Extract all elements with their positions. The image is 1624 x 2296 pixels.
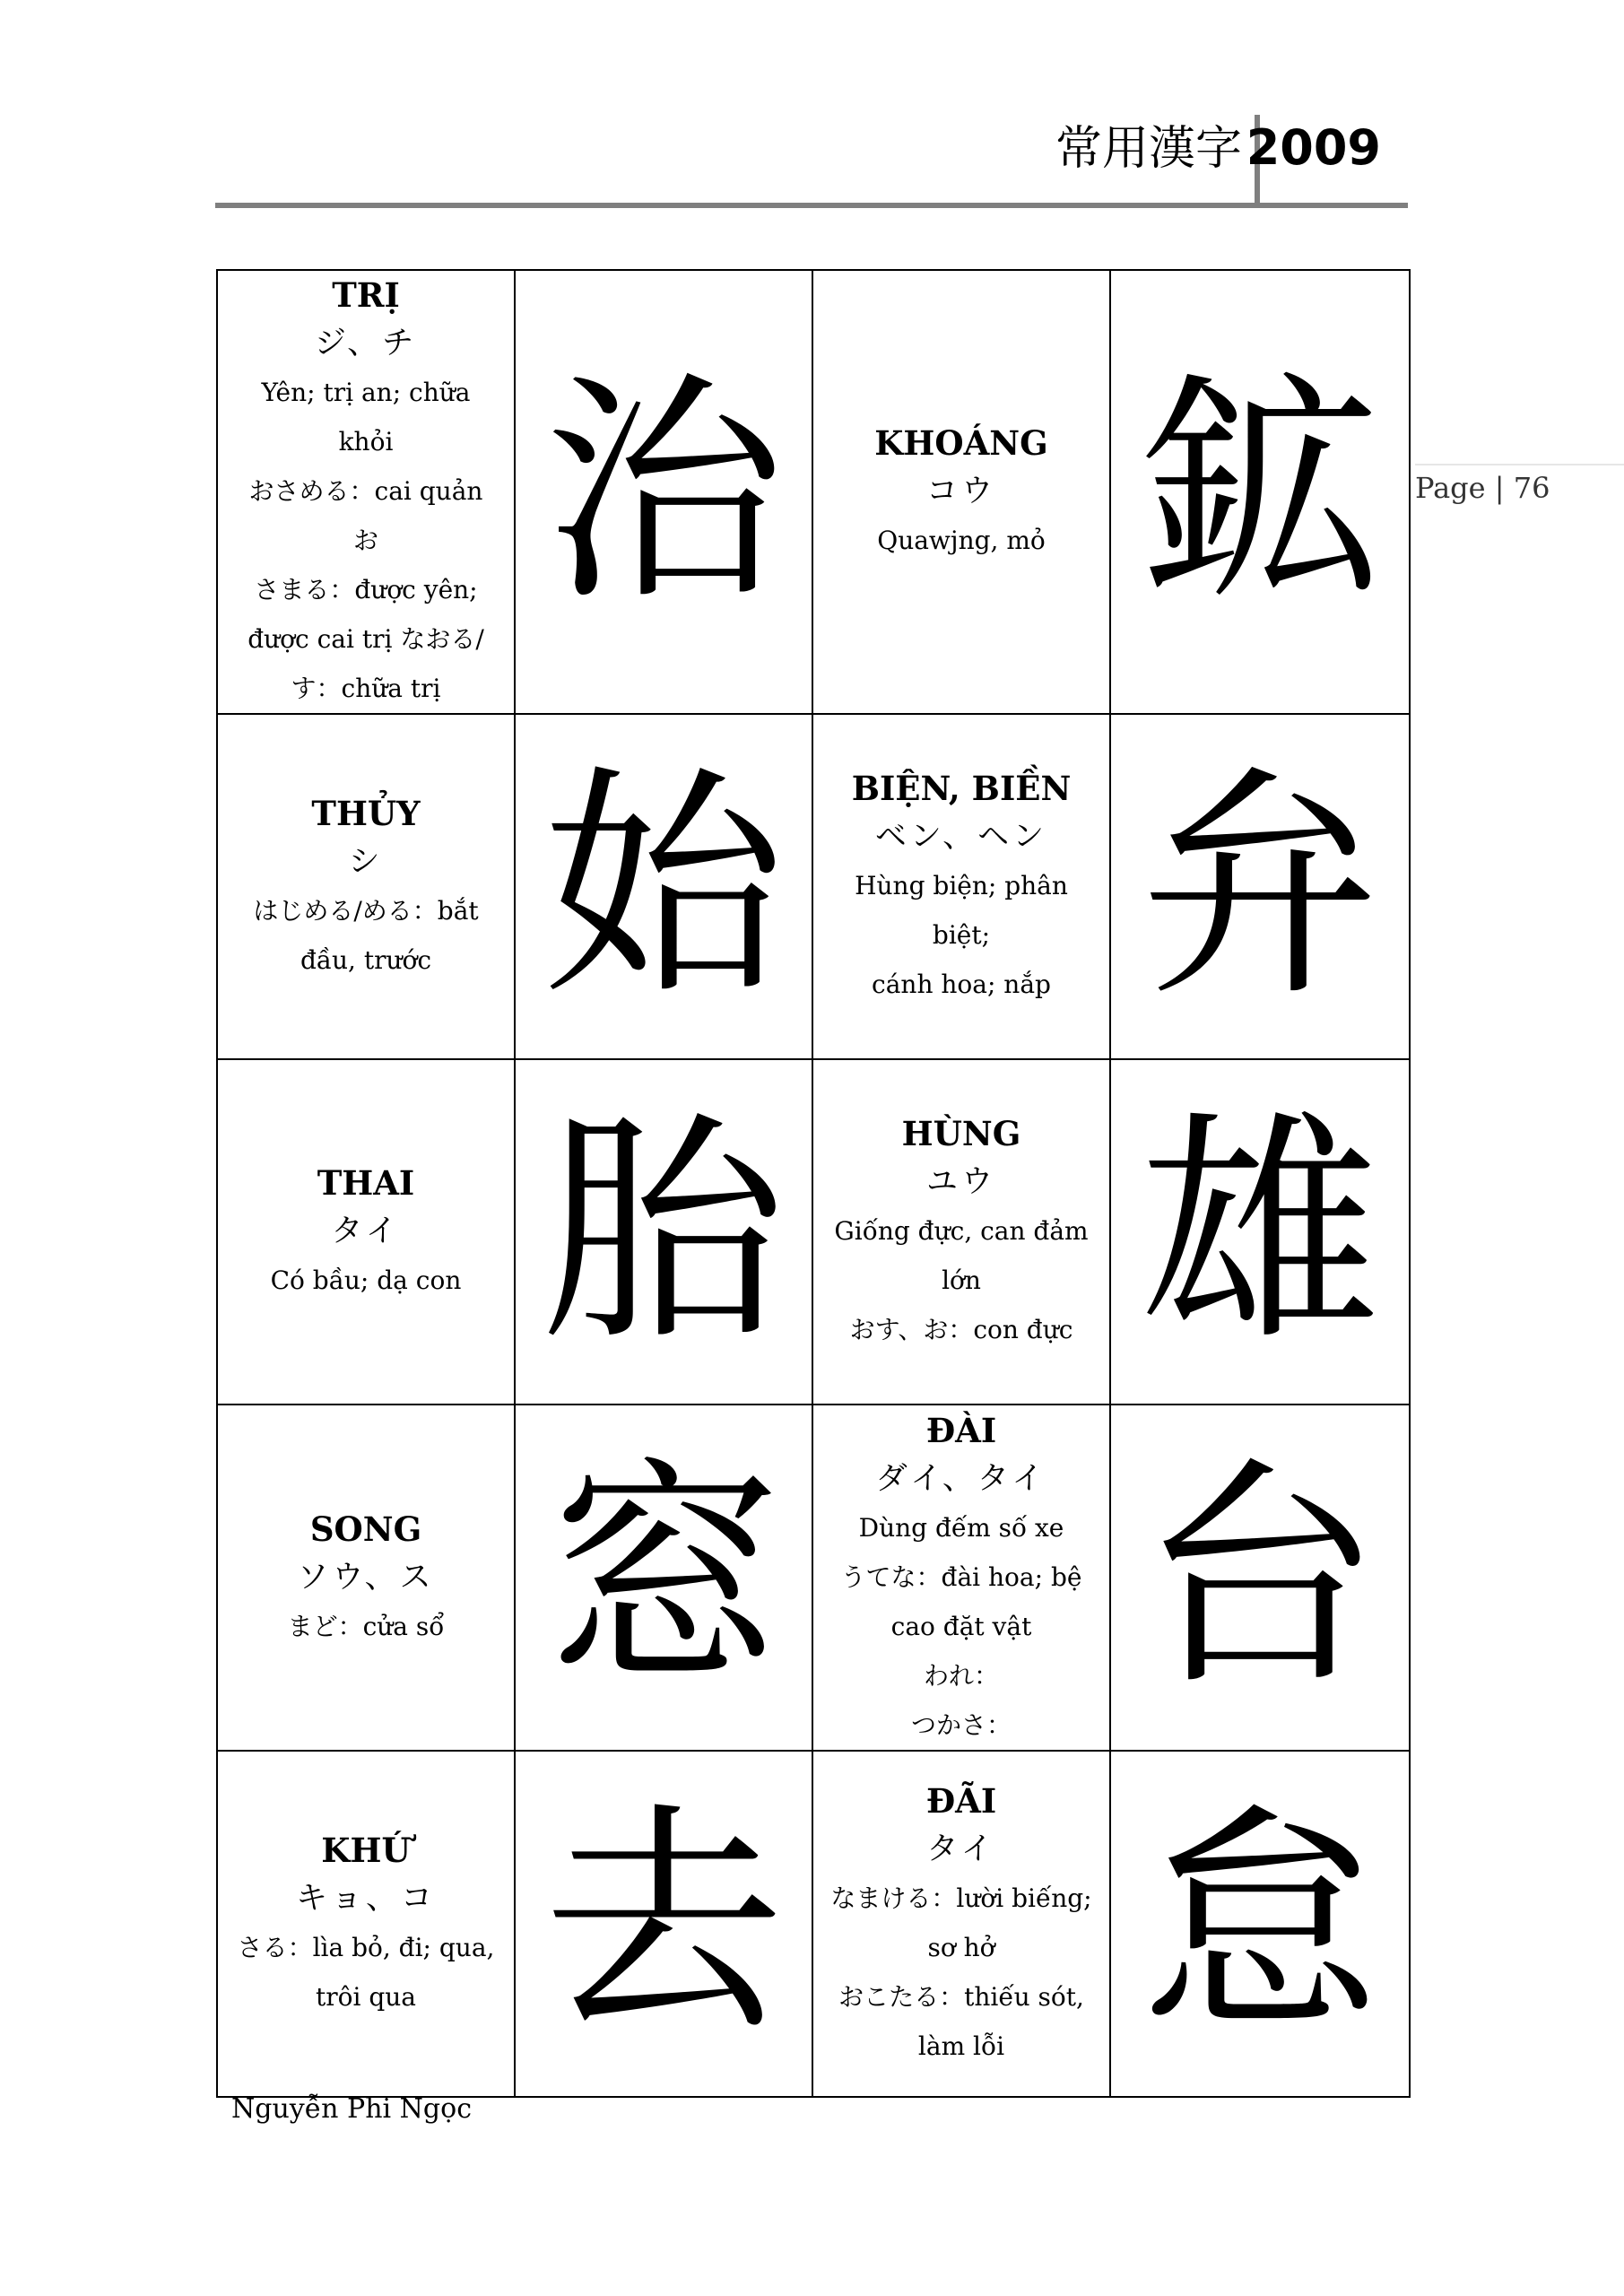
- kanji-cell: [515, 1059, 812, 1405]
- entry-meaning-line: Có bầu; dạ con: [270, 1265, 462, 1295]
- entry-reading: タイ: [926, 1831, 996, 1867]
- kanji-character: 始: [543, 744, 785, 1028]
- page-header: [215, 108, 1408, 208]
- kanji-cell: [515, 1405, 812, 1751]
- kanji-cell: [1110, 270, 1410, 714]
- header-year: 2009: [1246, 119, 1381, 176]
- entry-reading: ダイ、タイ: [875, 1460, 1047, 1497]
- entry-meaning-line: さる：lìa bỏ, đi; qua,: [237, 1933, 495, 1962]
- page-separator: |: [1494, 471, 1505, 505]
- page-label: Page: [1415, 471, 1486, 505]
- entry-meaning-line: はじめる/める：bắt: [253, 895, 479, 926]
- entry-description: [812, 1751, 1110, 2097]
- entry-term: SONG: [309, 1509, 422, 1549]
- entry-term: THỦY: [311, 793, 421, 833]
- kanji-cell: [515, 1751, 812, 2097]
- kanji-character: 怠: [1139, 1782, 1381, 2065]
- entry-meaning-line: sơ hở: [927, 1933, 995, 1962]
- entry-description: [217, 714, 515, 1059]
- entry-meaning-line: trôi qua: [316, 1982, 416, 2012]
- entry-meaning-line: つかさ：: [910, 1709, 1012, 1740]
- kanji-character: 治: [543, 350, 785, 633]
- page-number: [1415, 464, 1624, 505]
- entry-term: ĐÀI: [925, 1410, 997, 1450]
- entry-meaning-line: まど：cửa sổ: [287, 1611, 445, 1641]
- entry-meaning-line: おす、お：con đực: [849, 1315, 1073, 1344]
- entry-meaning-line: うてな：đài hoa; bệ: [840, 1561, 1082, 1592]
- entry-reading: シ: [348, 843, 384, 880]
- entry-meaning-line: đầu, trước: [300, 944, 432, 975]
- kanji-character: 鉱: [1139, 350, 1381, 633]
- entry-meaning-line: Yên; trị an; chữa khỏi: [261, 378, 471, 457]
- kanji-character: 胎: [543, 1090, 785, 1373]
- entry-reading: ジ、チ: [314, 326, 418, 361]
- entry-description: [812, 714, 1110, 1059]
- entry-reading: ソウ、ス: [297, 1559, 435, 1596]
- entry-meaning-line: Hùng biện; phân biệt;: [855, 871, 1068, 950]
- table-row: [217, 270, 1410, 714]
- entry-meaning-line: lớn: [942, 1265, 981, 1295]
- entry-meaning-line: す：chữa trị: [291, 674, 441, 703]
- table-row: [217, 1405, 1410, 1751]
- kanji-cell: [1110, 714, 1410, 1059]
- entry-description: [217, 1751, 515, 2097]
- entry-term: BIỆN, BIỀN: [851, 769, 1072, 808]
- entry-reading: キョ、コ: [295, 1881, 436, 1917]
- kanji-cell: [515, 270, 812, 714]
- entry-description: [217, 270, 515, 714]
- entry-reading: ベン、ヘン: [874, 819, 1048, 855]
- page-number-value: 76: [1513, 471, 1550, 505]
- entry-meaning-line: Dùng đếm số xe: [858, 1512, 1064, 1543]
- kanji-character: 去: [543, 1782, 785, 2065]
- table-row: [217, 1751, 1410, 2097]
- kanji-character: 弁: [1139, 744, 1381, 1028]
- entry-description: [812, 1405, 1110, 1751]
- entry-meaning-line: cánh hoa; nắp: [872, 970, 1051, 999]
- entry-meaning-line: おこたる：thiếu sót,: [838, 1982, 1084, 2012]
- kanji-character: 雄: [1139, 1090, 1381, 1373]
- header-title: 常用漢字: [1055, 122, 1242, 176]
- entry-meaning-line: なまける：lười biếng;: [830, 1883, 1092, 1913]
- kanji-character: 台: [1139, 1436, 1381, 1718]
- entry-reading: ユウ: [925, 1164, 996, 1200]
- entry-term: ĐÃI: [925, 1781, 997, 1821]
- entry-meaning-line: われ：: [923, 1660, 999, 1691]
- entry-term: KHOÁNG: [874, 423, 1048, 463]
- entry-meaning-line: làm lỗi: [917, 2031, 1005, 2061]
- kanji-character: 窓: [543, 1436, 785, 1718]
- entry-description: [217, 1405, 515, 1751]
- kanji-cell: [1110, 1751, 1410, 2097]
- entry-term: HÙNG: [901, 1114, 1021, 1153]
- entry-meaning-line: Quawjng, mỏ: [877, 526, 1046, 555]
- kanji-cell: [1110, 1059, 1410, 1405]
- entry-meaning-line: さまる：được yên;: [254, 575, 478, 604]
- table-row: [217, 714, 1410, 1059]
- entry-description: [812, 270, 1110, 714]
- entry-description: [812, 1059, 1110, 1405]
- entry-reading: タイ: [331, 1213, 401, 1249]
- kanji-cell: [515, 714, 812, 1059]
- entry-meaning-line: cao đặt vật: [890, 1611, 1032, 1641]
- entry-meaning-line: おさめる：cai quản お: [248, 476, 483, 555]
- entry-meaning-line: được cai trị なおる/: [248, 624, 484, 654]
- footer-author: Nguyễn Phi Ngọc: [231, 2093, 472, 2125]
- kanji-cell: [1110, 1405, 1410, 1751]
- table-row: [217, 1059, 1410, 1405]
- entry-term: THAI: [317, 1163, 415, 1203]
- entry-reading: コウ: [925, 474, 996, 509]
- entry-term: TRỊ: [332, 275, 400, 315]
- entry-meaning-line: Giống đực, can đảm: [834, 1216, 1089, 1246]
- entry-term: KHỨ: [321, 1831, 411, 1870]
- kanji-table: [216, 269, 1411, 2098]
- entry-description: [217, 1059, 515, 1405]
